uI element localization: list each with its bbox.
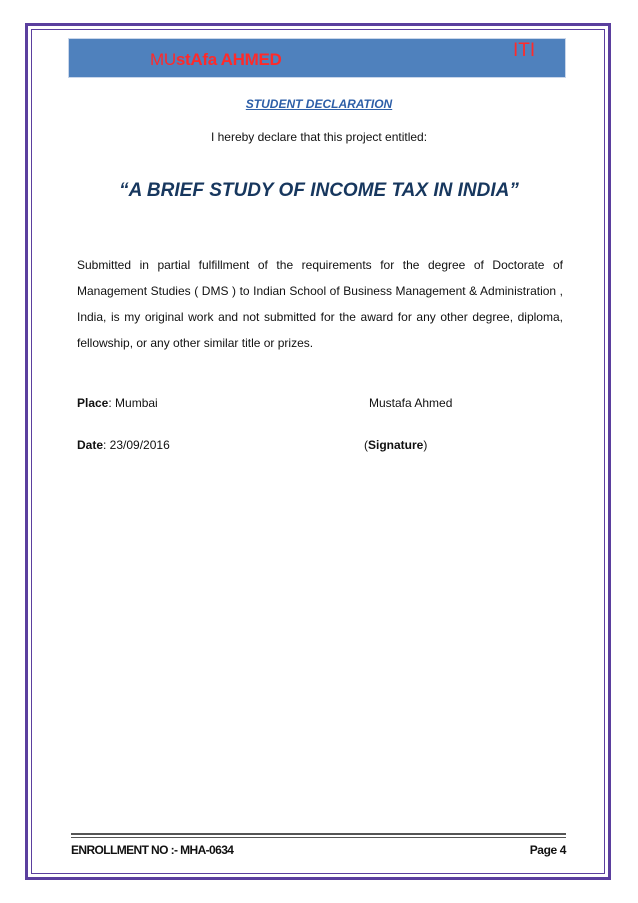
date-value: : 23/09/2016 — [103, 438, 170, 452]
signature-close: ) — [423, 438, 428, 452]
place-value: : Mumbai — [108, 396, 158, 410]
footer-page-number: Page 4 — [529, 843, 566, 857]
footer-divider — [71, 833, 566, 835]
declaration-body: Submitted in partial fulfillment of the requirements for the degree of Doctorate of Management Studies ( DMS ) to Indian School of Business Management & Administration , India, is my original work and not submitted for the award for any other degree, diploma, fellowship, or any other similar title or prizes. — [77, 258, 563, 350]
date-line — [77, 438, 170, 452]
header-name-bold: stAfa AHMED — [175, 50, 282, 69]
header-bar — [68, 38, 566, 78]
footer-divider-thin — [71, 837, 566, 838]
place-label: Place — [77, 396, 109, 410]
place-line — [77, 396, 158, 410]
student-name: Mustafa Ahmed — [369, 396, 453, 410]
declaration-heading: STUDENT DECLARATION — [245, 97, 393, 111]
project-title: “A BRIEF STUDY OF INCOME TAX IN INDIA” — [119, 180, 519, 201]
signature-label: Signature — [368, 438, 424, 452]
signature-open: ( — [364, 438, 368, 452]
declaration-intro: I hereby declare that this project entitled: — [210, 130, 428, 144]
header-name-light: MU — [150, 50, 176, 69]
signature-line — [364, 438, 427, 452]
footer-enrollment: ENROLLMENT NO :- MHA-0634 — [71, 843, 234, 857]
header-author-name — [150, 50, 281, 70]
date-label: Date — [77, 438, 104, 452]
header-tag: ITI — [513, 40, 536, 61]
